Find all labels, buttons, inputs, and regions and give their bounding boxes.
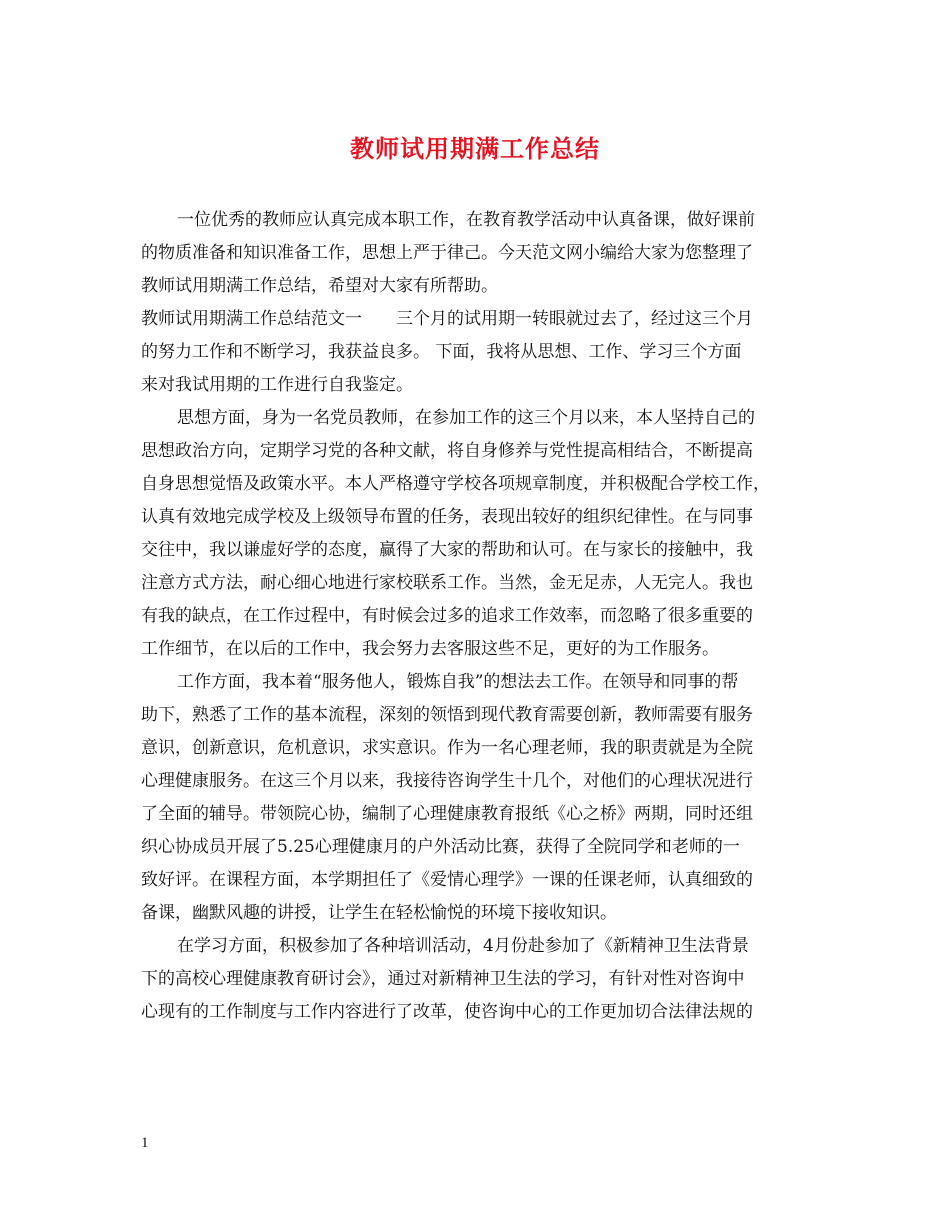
text-line: 备课，幽默风趣的讲授，让学生在轻松愉悦的环境下接收知识。 (141, 903, 617, 923)
text-line: 思想政治方向，定期学习党的各种文献，将自身修养与党性提高相结合，不断提高 (141, 441, 753, 461)
text-line: 教师试用期满工作总结，希望对大家有所帮助。 (141, 276, 498, 296)
text-line: 的物质准备和知识准备工作，思想上严于律己。今天范文网小编给大家为您整理了 (141, 243, 753, 263)
text-line: 工作细节，在以后的工作中，我会努力去客服这些不足，更好的为工作服务。 (141, 639, 719, 659)
text-line: 了全面的辅导。带领院心协，编制了心理健康教育报纸《心之桥》两期，同时还组 (141, 804, 753, 824)
document-body (141, 204, 813, 1029)
text-line: 一位优秀的教师应认真完成本职工作，在教育教学活动中认真备课，做好课前 (177, 210, 755, 230)
text-line: 工作方面，我本着“服务他人，锻炼自我”的想法去工作。在领导和同事的帮 (177, 672, 739, 692)
text-line: 思想方面，身为一名党员教师，在参加工作的这三个月以来，本人坚持自己的 (177, 408, 755, 428)
text-line: 心现有的工作制度与工作内容进行了改革，使咨询中心的工作更加切合法律法规的 (141, 1002, 753, 1022)
text-line: 教师试用期满工作总结范文一 三个月的试用期一转眼就过去了，经过这三个月 (141, 309, 753, 329)
text-line: 认真有效地完成学校及上级领导布置的任务，表现出较好的组织纪律性。在与同事 (141, 507, 753, 527)
text-line: 有我的缺点，在工作过程中，有时候会过多的追求工作效率，而忽略了很多重要的 (141, 606, 753, 626)
text-line: 自身思想觉悟及政策水平。本人严格遵守学校各项规章制度，并积极配合学校工作， (141, 474, 770, 494)
document-title: 教师试用期满工作总结 (350, 134, 600, 163)
text-line: 在学习方面，积极参加了各种培训活动，4月份赴参加了《新精神卫生法背景 (177, 936, 749, 956)
text-line: 织心协成员开展了5.25心理健康月的户外活动比赛，获得了全院同学和老师的一 (141, 837, 740, 857)
text-line: 心理健康服务。在这三个月以来，我接待咨询学生十几个，对他们的心理状况进行 (141, 771, 753, 791)
text-line: 意识，创新意识，危机意识，求实意识。作为一名心理老师，我的职责就是为全院 (141, 738, 753, 758)
text-line: 来对我试用期的工作进行自我鉴定。 (141, 375, 413, 395)
text-line: 的努力工作和不断学习，我获益良多。 下面，我将从思想、工作、学习三个方面 (141, 342, 742, 362)
text-line: 助下，熟悉了工作的基本流程，深刻的领悟到现代教育需要创新，教师需要有服务 (141, 705, 753, 725)
text-line: 致好评。在课程方面，本学期担任了《爱情心理学》一课的任课老师，认真细致的 (141, 870, 753, 890)
text-line: 注意方式方法，耐心细心地进行家校联系工作。当然，金无足赤，人无完人。我也 (141, 573, 753, 593)
text-line: 下的高校心理健康教育研讨会》，通过对新精神卫生法的学习，有针对性对咨询中 (141, 969, 745, 989)
page-number: 1 (141, 1135, 149, 1151)
text-line: 交往中，我以谦虚好学的态度，赢得了大家的帮助和认可。在与家长的接触中，我 (141, 540, 753, 560)
